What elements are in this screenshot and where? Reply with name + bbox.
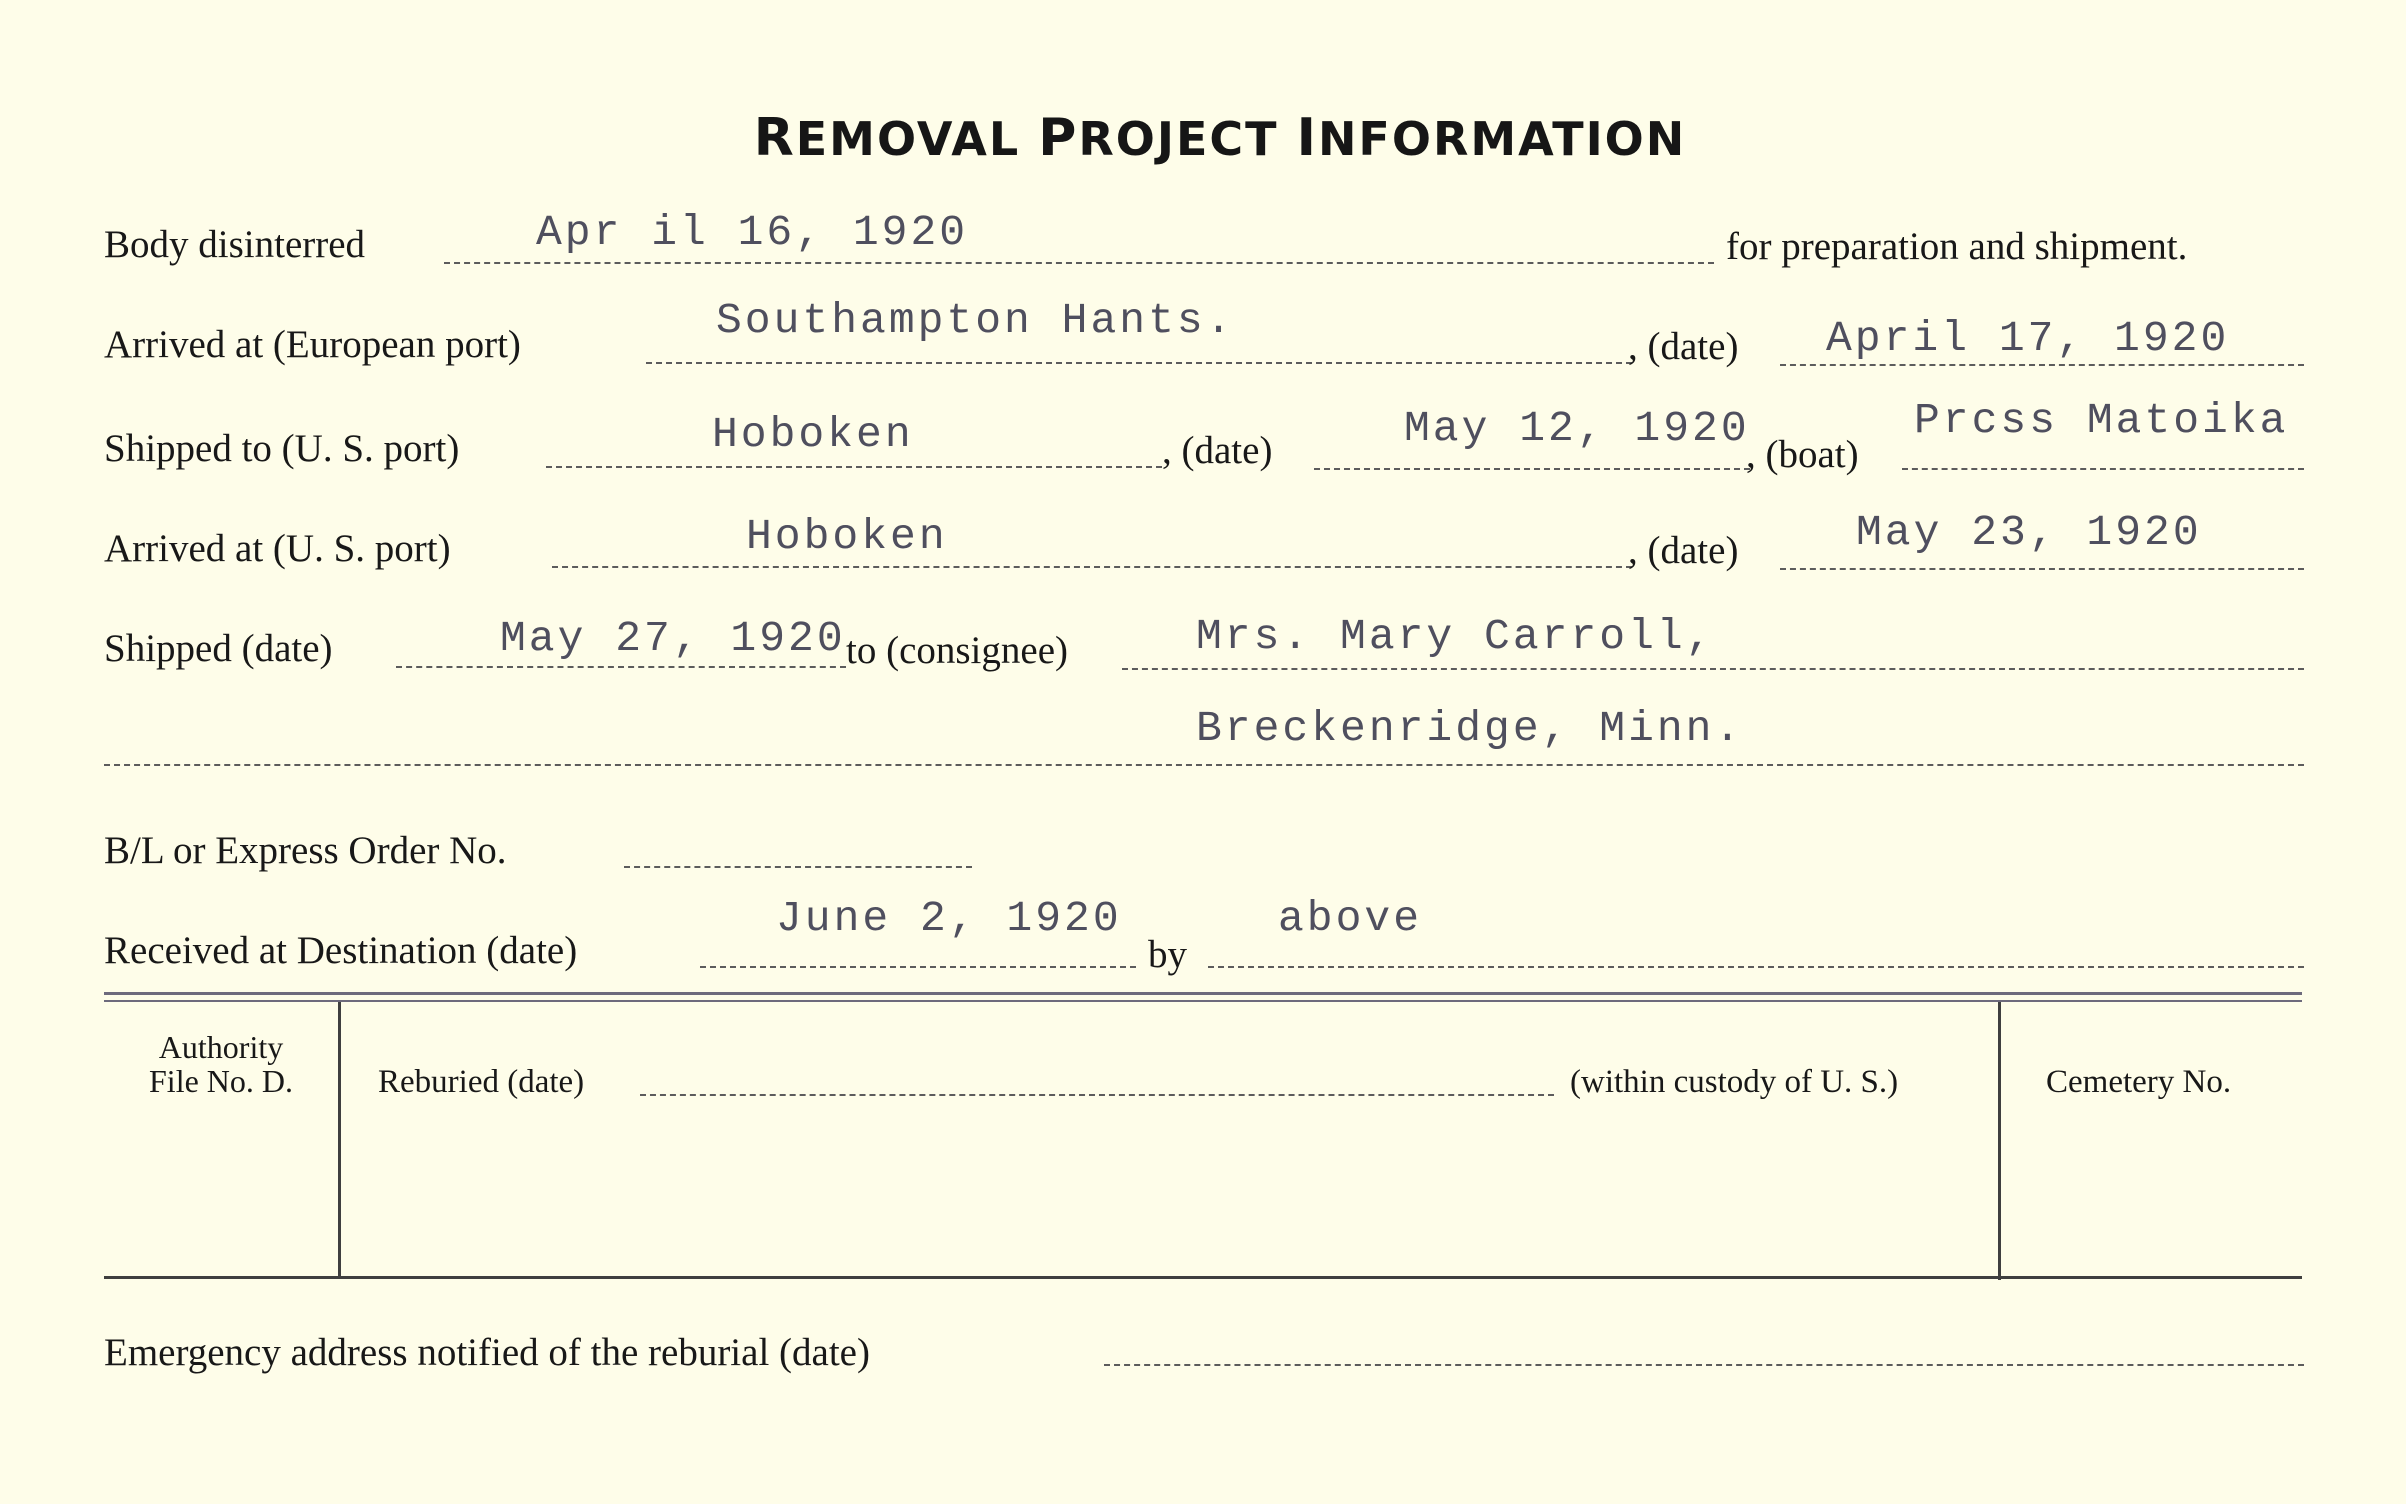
arrived-date-value: May 23, 1920	[1856, 508, 2202, 557]
european-port-value: Southampton Hants.	[716, 296, 1235, 345]
emergency-label: Emergency address notified of the reburial (date)	[104, 1331, 870, 1374]
disinterred-line	[444, 262, 1714, 264]
european-date-value: April 17, 1920	[1826, 314, 2230, 363]
us-port-shipped-line	[546, 466, 1162, 468]
received-label: Received at Destination (date)	[104, 929, 578, 972]
consignee-value: Mrs. Mary Carroll,	[1196, 612, 1715, 661]
boat-line	[1902, 468, 2304, 470]
shipped-date-label: , (date)	[1162, 429, 1273, 472]
shipped-consignee-date-value: May 27, 1920	[500, 614, 846, 663]
received-by-value: above	[1278, 894, 1423, 943]
address-line	[104, 764, 2304, 766]
boat-label: , (boat)	[1746, 433, 1859, 476]
by-label: by	[1148, 933, 1187, 976]
european-date-line	[1780, 364, 2304, 366]
shipped-date-line	[1314, 468, 1750, 470]
preparation-label: for preparation and shipment.	[1726, 225, 2188, 268]
bl-order-line	[624, 866, 972, 868]
form-title: REMOVAL PROJECT INFORMATION	[753, 108, 1687, 168]
shipped-to-label: Shipped to (U. S. port)	[104, 427, 460, 470]
shipped-date-value: May 12, 1920	[1404, 404, 1750, 453]
shipped-consignee-date-line	[396, 666, 846, 668]
authority-label	[116, 1030, 326, 1098]
shipped-consignee-date-label: Shipped (date)	[104, 627, 333, 670]
received-date-value: June 2, 1920	[776, 894, 1122, 943]
reburied-label: Reburied (date)	[378, 1064, 585, 1100]
cemetery-divider	[1998, 1002, 2001, 1280]
european-port-line	[646, 362, 1632, 364]
received-by-line	[1208, 966, 2304, 968]
consignee-address-value: Breckenridge, Minn.	[1196, 704, 1744, 753]
table-bottom-rule	[104, 1276, 2302, 1279]
disinterred-date-value: Apr il 16, 1920	[536, 208, 969, 257]
cemetery-no-label: Cemetery No.	[2046, 1064, 2232, 1100]
us-port-arrived-line	[552, 566, 1632, 568]
reburied-line	[640, 1094, 1554, 1096]
arrived-european-label: Arrived at (European port)	[104, 323, 521, 366]
bl-order-label: B/L or Express Order No.	[104, 829, 507, 872]
received-date-line	[700, 966, 1136, 968]
boat-value: Prcss Matoika	[1914, 396, 2289, 445]
european-date-label: , (date)	[1628, 325, 1739, 368]
emergency-line	[1104, 1364, 2304, 1366]
consignee-line	[1122, 668, 2304, 670]
authority-divider	[338, 1002, 341, 1276]
arrived-date-label: , (date)	[1628, 529, 1739, 572]
body-disinterred-label: Body disinterred	[104, 223, 366, 266]
arrived-date-line	[1780, 568, 2304, 570]
table-top-rule	[104, 992, 2302, 995]
table-top-rule-inner	[104, 1000, 2302, 1002]
us-port-shipped-value: Hoboken	[712, 410, 914, 459]
arrived-us-label: Arrived at (U. S. port)	[104, 527, 451, 570]
us-port-arrived-value: Hoboken	[746, 512, 948, 561]
within-custody-label: (within custody of U. S.)	[1570, 1064, 1899, 1100]
authority-label-line-1: Authority	[158, 1029, 284, 1065]
authority-label-line-2: File No. D.	[149, 1063, 293, 1099]
to-consignee-label: to (consignee)	[846, 629, 1069, 672]
